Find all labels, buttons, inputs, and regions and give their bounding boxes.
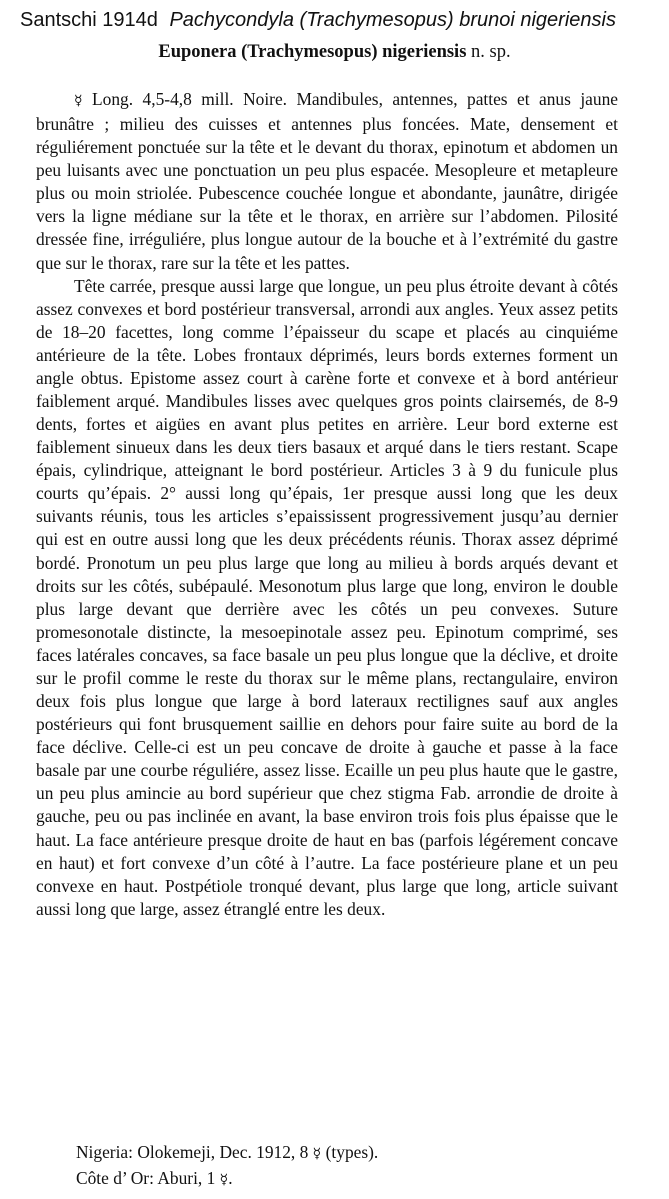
locality-nigeria: Nigeria: Olokemeji, Dec. 1912, 8 ☿ (types). [76, 1142, 379, 1162]
worker-symbol-icon: ☿ [312, 1146, 322, 1162]
species-title-name: Euponera (Trachymesopus) nigeriensis [158, 42, 467, 62]
locality-cote-dor: Côte d’ Or: Aburi, 1 ☿. [76, 1168, 233, 1188]
description-paragraph-1 [36, 88, 618, 275]
page-header [20, 8, 660, 32]
locality-details: Olokemeji, Dec. 1912, 8 [137, 1142, 309, 1162]
author-year: Santschi 1914d [20, 9, 158, 31]
locality-note: (types). [325, 1142, 379, 1162]
description-body [36, 88, 618, 921]
locality-place: Nigeria [76, 1142, 129, 1162]
locality-place: Côte d’ Or [76, 1168, 150, 1188]
worker-symbol-icon: ☿ [219, 1172, 229, 1188]
worker-symbol-icon: ☿ [74, 93, 83, 109]
locality-details: Aburi, 1 [157, 1168, 216, 1188]
species-title [0, 40, 669, 64]
new-species-label: n. sp. [471, 42, 511, 62]
description-paragraph-2: Tête carrée, presque aussi large que longue, un peu plus étroite devant à côtés assez convexes et bord postérieur transversal, arrondi aux angles. Yeux assez petits de 18–20 facettes, long comme l’épaisseur du scape et placés au cinquiéme antérieure de la tête. Lobes frontaux déprimés, leurs bords externes forment un angle obtus. Epistome assez court à carène forte et convexe et à bord antérieur faiblement arqué. Mandibules lisses avec quelques gros points clairsemés, de 8-9 dents, fortes et aigües en avant plus petites en arrière. Leur bord externe est faiblement sinueux dans les deux tiers basaux et arqué dans le tiers restant. Scape épais, cylindrique, atteignant le bord postérieur. Articles 3 à 9 du funicule plus courts qu’épais. 2° aussi long qu’épais, 1er presque aussi long que les deux suivants réunis, tous les articles s’epaississent progressivement jusqu’au dernier qui est en outre aussi long que les deux précédents réunis. Thorax assez déprimé bordé. Pronotum un peu plus large que long au milieu à bords arqués devant et droits sur les côtés, subépaulé. Mesonotum plus large que long, environ le double plus large devant que derrière avec les côtés un peu convexes. Suture promesonotale distincte, la mesoepinotale assez peu. Epinotum comprimé, ses faces latérales concaves, sa face basale un peu plus longue que la déclive, et droite sur le profil comme le reste du thorax sur le même plans, rectangulaire, environ deux fois plus longue que large à bord lateraux rectilignes sauf aux angles postérieurs qui font brusquement saillie en dehors pour faire suite au bord de la face déclive. Celle-ci est un peu concave de droite à gauche et passe à la face basale par une courbe réguliére, assez lisse. Ecaille un peu plus haute que le gastre, un peu plus amincie au bord supérieur que chez stigma Fab. arrondie de droite à gauche, peu ou pas inclinée en avant, la base environ trois fois plus épaisse que le haut. La face antérieure presque droite de haut en bas (parfois légérement concave en haut) et fort convexe d’un côté à l’autre. La face postérieure plane et un peu convexe en haut. Postpétiole tronqué devant, plus large que long, article suivant aussi long que large, assez étranglé entre les deux. [36, 275, 618, 919]
paragraph-1-text: Long. 4,5-4,8 mill. Noire. Mandibules, antennes, pattes et anus jaune brunâtre ; milieu des cuisses et antennes plus foncées. Mate, densement et réguliérement ponctuée sur la tête et le devant du thorax, epinotum et abdomen un peu luisants avec une ponctuation un peu plus espacée. Mesopleure et metapleure plus ou moin striolée. Pubescence couchée longue et abondante, jaunâtre, dirigée vers la ligne médiane sur la tête et le thorax, en arrière sur l’abdomen. Pilosité dressée fine, irréguliére, plus longue autour de la bouche et à l’extrémité du gastre que sur le thorax, rare sur la tête et les pattes. [36, 89, 618, 273]
species-name: Pachycondyla (Trachymesopus) brunoi nigeriensis [169, 9, 616, 31]
locality-note: . [228, 1168, 233, 1188]
locality-list [76, 1140, 378, 1192]
